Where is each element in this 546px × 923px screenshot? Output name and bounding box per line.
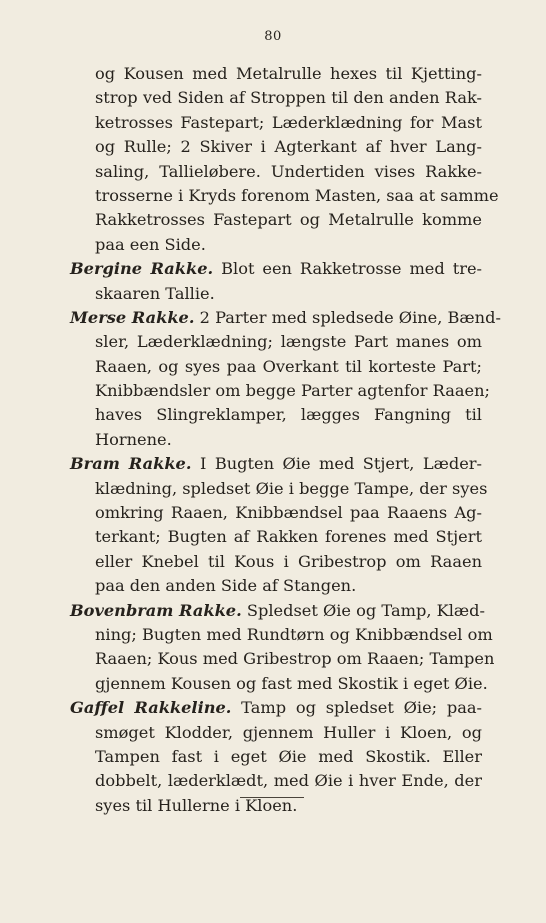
text-line [70, 721, 482, 745]
text-line [70, 135, 482, 159]
text-line [70, 550, 482, 574]
line-text: I Bugten Øie med Stjert, Læder- [191, 454, 482, 474]
line-text: sler, Læderklædning; længste Part manes om [95, 332, 482, 352]
line-text: dobbelt, læderklædt, med Øie i hver Ende, der [95, 771, 482, 791]
line-text: eller Knebel til Kous i Gribestrop om Raaen [95, 551, 482, 571]
entry-term: Merse Rakke. [70, 307, 195, 327]
line-text: omkring Raaen, Knibbændsel paa Raaens Ag- [95, 503, 482, 523]
line-text: og Kousen med Metalrulle hexes til Kjetting- [95, 64, 482, 83]
text-line [70, 501, 482, 525]
text-line [70, 160, 482, 184]
line-text: Tamp og spledset Øie; paa- [231, 698, 482, 718]
line-text: paa den anden Side af Stangen. [95, 576, 357, 596]
text-line [70, 428, 482, 452]
text-line [70, 86, 482, 110]
body-text [70, 62, 501, 818]
line-text: skaaren Tallie. [95, 283, 215, 303]
line-text: haves Slingreklamper, lægges Fangning til [95, 405, 482, 425]
entry-term: Bergine Rakke. [70, 259, 214, 279]
line-text: terkant; Bugten af Rakken forenes med Stjert [95, 527, 482, 547]
line-text: trosserne i Kryds forenom Masten, saa at samme [95, 185, 499, 205]
line-text: strop ved Siden af Stroppen til den anden Rak- [95, 88, 482, 108]
text-line [70, 623, 493, 647]
text-line [70, 208, 482, 232]
text-line [70, 745, 482, 769]
line-text: smøget Klodder, gjennem Huller i Kloen, og [95, 722, 482, 742]
text-line [70, 379, 490, 403]
line-text: 2 Parter med spledsede Øine, Bænd- [194, 307, 501, 327]
text-line [70, 306, 501, 330]
text-line [70, 647, 495, 671]
text-line [70, 233, 482, 257]
text-line [70, 769, 482, 793]
text-line [70, 62, 482, 86]
closing-rule [240, 797, 304, 798]
line-text: klædning, spledset Øie i begge Tampe, der syes [95, 478, 488, 498]
text-line [70, 330, 482, 354]
text-line [70, 282, 482, 306]
text-line [70, 696, 482, 720]
page-number: 80 [264, 29, 282, 44]
line-text: Blot een Rakketrosse med tre- [213, 259, 482, 279]
line-text: gjennem Kousen og fast med Skostik i eget Øie. [95, 673, 488, 693]
line-text: Raaen, og syes paa Overkant til korteste Part; [95, 356, 482, 376]
entry-term: Bovenbram Rakke. [70, 600, 242, 620]
text-line [70, 525, 482, 549]
line-text: Knibbændsler om begge Parter agtenfor Raaen; [95, 381, 490, 401]
line-text: paa een Side. [95, 234, 206, 254]
entry-term: Gaffel Rakkeline. [70, 698, 232, 718]
text-line [70, 355, 482, 379]
text-line [70, 111, 482, 135]
line-text: syes til Hullerne i Kloen. [95, 795, 298, 815]
line-text: Hornene. [95, 429, 172, 449]
line-text: og Rulle; 2 Skiver i Agterkant af hver Lang- [95, 137, 482, 157]
text-line [70, 672, 488, 696]
line-text: ning; Bugten med Rundtørn og Knibbændsel om [95, 624, 493, 644]
text-line [70, 477, 488, 501]
text-line [70, 403, 482, 427]
text-line [70, 574, 482, 598]
line-text: Raaen; Kous med Gribestrop om Raaen; Tampen [95, 649, 495, 669]
entry-term: Bram Rakke. [70, 454, 192, 474]
line-text: Tampen fast i eget Øie med Skostik. Eller [95, 746, 482, 766]
text-line [70, 257, 482, 281]
text-line [70, 599, 485, 623]
text-line [70, 452, 482, 476]
line-text: ketrosses Fastepart; Læderklædning for Mast [95, 112, 482, 132]
line-text: Rakketrosses Fastepart og Metalrulle komme [95, 210, 482, 230]
line-text: saling, Tallieløbere. Undertiden vises Rakke- [95, 161, 482, 181]
text-line [70, 184, 499, 208]
line-text: Spledset Øie og Tamp, Klæd- [241, 600, 485, 620]
